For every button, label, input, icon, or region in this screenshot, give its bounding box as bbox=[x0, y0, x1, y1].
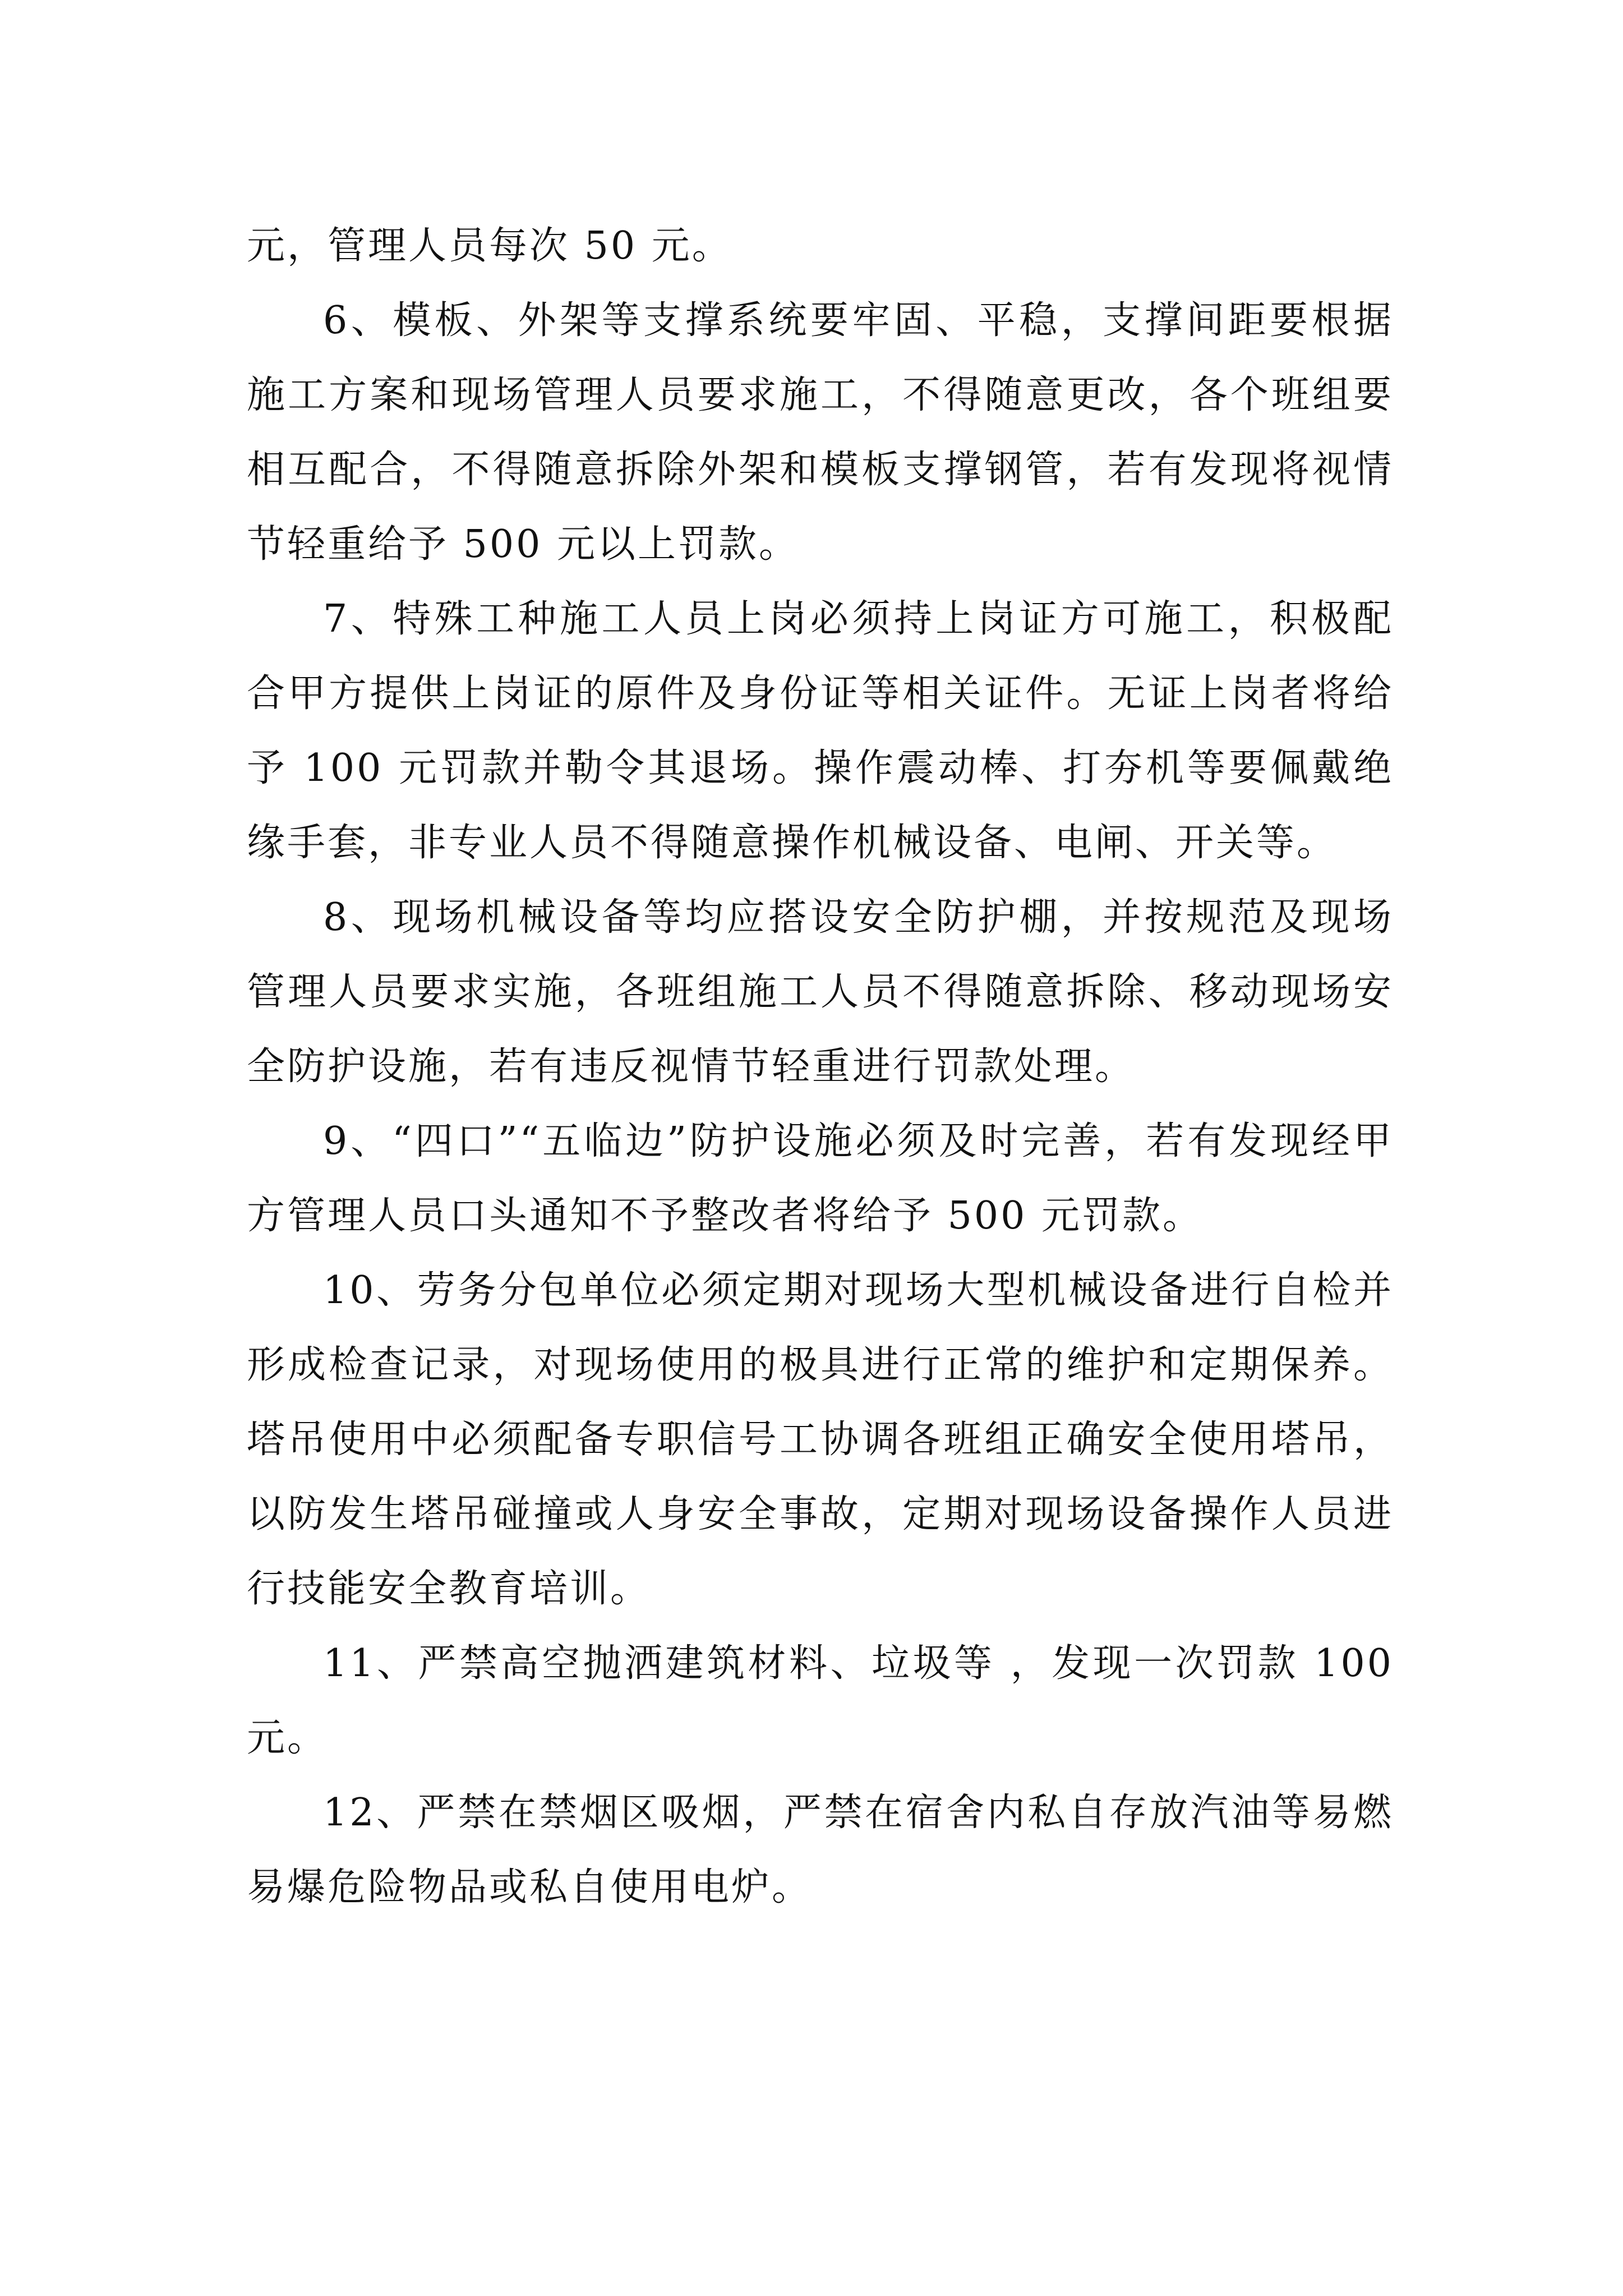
rule-paragraph-12: 12、严禁在禁烟区吸烟，严禁在宿舍内私自存放汽油等易燃易爆危险物品或私自使用电炉。 bbox=[247, 1791, 1394, 1910]
rule-paragraph-11: 11、严禁高空抛洒建筑材料、垃圾等 ，发现一次罚款 100 元。 bbox=[247, 1641, 1394, 1760]
document-body bbox=[247, 209, 1394, 1925]
rule-paragraph-6: 6、模板、外架等支撑系统要牢固、平稳，支撑间距要根据施工方案和现场管理人员要求施工，不得随意更改，各个班组要相互配合，不得随意拆除外架和模板支撑钢管，若有发现将视情节轻重给予 500 元以上罚款。 bbox=[247, 298, 1394, 567]
rule-paragraph-8: 8、现场机械设备等均应搭设安全防护棚，并按规范及现场管理人员要求实施，各班组施工人员不得随意拆除、移动现场安全防护设施，若有违反视情节轻重进行罚款处理。 bbox=[247, 895, 1394, 1089]
continuation-paragraph: 元，管理人员每次 50 元。 bbox=[247, 224, 732, 268]
rule-paragraph-7: 7、特殊工种施工人员上岗必须持上岗证方可施工，积极配合甲方提供上岗证的原件及身份证等相关证件。无证上岗者将给予 100 元罚款并勒令其退场。操作震动棒、打夯机等要佩戴绝缘手套，非专业人员不得随意操作机械设备、电闸、开关等。 bbox=[247, 597, 1394, 865]
rule-paragraph-9: 9、“四口”“五临边”防护设施必须及时完善，若有发现经甲方管理人员口头通知不予整改者将给予 500 元罚款。 bbox=[247, 1119, 1394, 1238]
rule-paragraph-10: 10、劳务分包单位必须定期对现场大型机械设备进行自检并形成检查记录，对现场使用的极具进行正常的维护和定期保养。塔吊使用中必须配备专职信号工协调各班组正确安全使用塔吊，以防发生塔吊碰撞或人身安全事故，定期对现场设备操作人员进行技能安全教育培训。 bbox=[247, 1268, 1394, 1611]
